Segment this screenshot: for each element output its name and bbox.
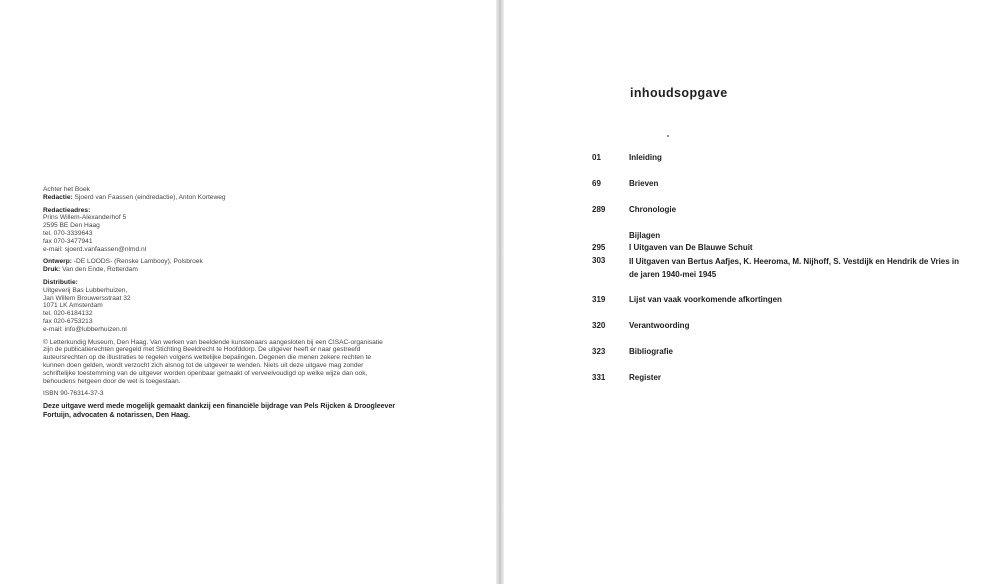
colophon-production bbox=[43, 258, 428, 274]
print-speck bbox=[667, 135, 669, 137]
copyright-line: behoudens hetgeen door de wet is toegestaan. bbox=[43, 377, 181, 385]
copyright-line: kunnen doen gelden, wordt verzocht zich alsnog tot de uitgever te wenden. Niets uit deze uitgave mag zonder bbox=[43, 361, 364, 369]
address-heading: Redactieadres: bbox=[43, 206, 91, 214]
book-gutter bbox=[496, 0, 504, 584]
toc-entry-title: II Uitgaven van Bertus Aafjes, K. Heeroma, M. Nijhoff, S. Vestdijk en Hendrik de Vries in de jaren 1940-mei 1945 bbox=[629, 257, 960, 279]
colophon bbox=[43, 186, 428, 420]
address-line: fax 070-3477941 bbox=[43, 237, 93, 245]
sponsor-line: Fortuijn, advocaten & notarissen, Den Haag. bbox=[43, 411, 191, 419]
toc-entry-title: Chronologie bbox=[629, 205, 677, 214]
design-value: -DE LOODS- (Renske Lambooy), Polsbroek bbox=[73, 258, 203, 266]
colophon-title: Achter het Boek bbox=[43, 186, 90, 193]
colophon-editorial bbox=[43, 186, 428, 202]
editor-label: Redactie: bbox=[43, 193, 73, 201]
distribution-line: 1071 LK Amsterdam bbox=[43, 302, 103, 310]
address-line: Prins Willem-Alexanderhof 5 bbox=[43, 214, 127, 222]
copyright-notice bbox=[43, 339, 428, 386]
print-value: Van den Ende, Rotterdam bbox=[62, 266, 138, 274]
toc-entry-title: Register bbox=[629, 373, 662, 382]
toc-page-number: 323 bbox=[592, 347, 606, 356]
toc-page-number: 295 bbox=[592, 243, 606, 252]
toc-page-number: 303 bbox=[592, 256, 606, 265]
toc-page-number: 331 bbox=[592, 373, 606, 382]
isbn-block bbox=[43, 390, 428, 398]
distribution-line: e-mail: info@lubberhuizen.nl bbox=[43, 325, 127, 333]
address-line: e-mail: sjoerd.vanfaassen@nlmd.nl bbox=[43, 245, 147, 253]
toc-entry-title: Verantwoording bbox=[629, 321, 690, 330]
design-line bbox=[43, 258, 428, 266]
toc-page-number: 319 bbox=[592, 295, 606, 304]
toc-page-number: 320 bbox=[592, 321, 606, 330]
toc-page-number: 69 bbox=[592, 179, 601, 188]
toc-entry-title: Bibliografie bbox=[629, 347, 674, 356]
toc-page-number: 01 bbox=[592, 153, 601, 162]
copyright-line: © Letterkundig Museum, Den Haag. Van werken van beeldende kunstenaars aangesloten bij een CISAC-organisatie bbox=[43, 338, 383, 346]
design-label: Ontwerp: bbox=[43, 258, 72, 266]
toc-entry-title: I Uitgaven van De Blauwe Schuit bbox=[629, 243, 753, 252]
colophon-distribution bbox=[43, 279, 428, 334]
print-label: Druk: bbox=[43, 266, 61, 274]
editor-value: Sjoerd van Faassen (eindredactie), Anton Korteweg bbox=[74, 193, 226, 201]
distribution-line: Uitgeverij Bas Lubberhuizen, bbox=[43, 286, 128, 294]
distribution-line: fax 020-6753213 bbox=[43, 317, 93, 325]
distribution-line: Jan Willem Brouwersstraat 32 bbox=[43, 294, 131, 302]
sponsor-line: Deze uitgave werd mede mogelijk gemaakt dankzij een financiële bijdrage van Pels Rijcken & Droogleever bbox=[43, 403, 396, 411]
right-page bbox=[504, 0, 1000, 584]
copyright-line: zijn de publicatierechten geregeld met Stichting Beeldrecht te Hoofddorp. De uitgever heeft er naar gestreefd bbox=[43, 346, 361, 354]
sponsor-note bbox=[43, 403, 428, 420]
editor-line bbox=[43, 194, 428, 202]
isbn: ISBN 90-76314-37-3 bbox=[43, 390, 104, 398]
toc-entry-title: Lijst van vaak voorkomende afkortingen bbox=[629, 295, 782, 304]
toc-entry-title: Bijlagen bbox=[629, 231, 661, 240]
address-line: tel. 070-3339643 bbox=[43, 229, 93, 237]
copyright-line: auteursrechten op de illustraties te regelen volgens wettelijke bepalingen. Degenen die menen zekere rechten te bbox=[43, 354, 372, 362]
copyright-line: schriftelijke toestemming van de uitgever worden openbaar gemaakt of verveelvoudigd op welke wijze dan ook, bbox=[43, 369, 368, 377]
toc-page-number: 289 bbox=[592, 205, 606, 214]
contents-title: inhoudsopgave bbox=[630, 86, 728, 100]
address-line: 2595 BE Den Haag bbox=[43, 222, 100, 230]
distribution-heading: Distributie: bbox=[43, 278, 78, 286]
distribution-line: tel. 020-6184132 bbox=[43, 310, 93, 318]
colophon-address bbox=[43, 207, 428, 254]
toc-entry-title: Brieven bbox=[629, 179, 659, 188]
print-line bbox=[43, 266, 428, 274]
toc-entry-title: Inleiding bbox=[629, 153, 662, 162]
